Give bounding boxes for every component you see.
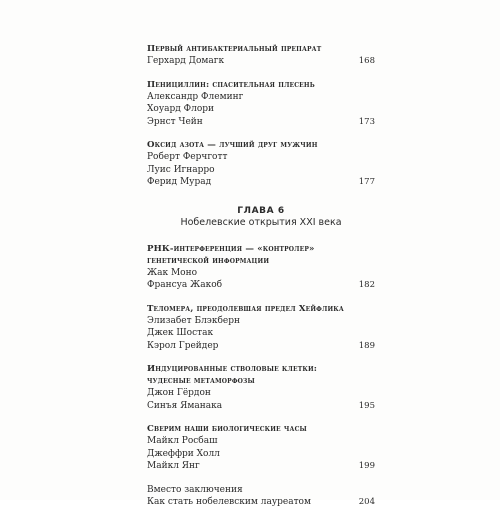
page-number: 195 <box>358 400 375 411</box>
page-number: 168 <box>358 56 375 66</box>
entry-title: генетической информации <box>147 255 270 266</box>
author-line <box>147 116 375 129</box>
author-line <box>147 267 375 280</box>
closing-title: Как стать нобелевским лауреатом <box>147 497 311 507</box>
toc-entry <box>147 423 375 473</box>
author-name: Майкл Росбаш <box>147 436 218 446</box>
chapter-title: Нобелевские открытия XXI века <box>180 216 342 228</box>
entry-title: Индуцированные стволовые клетки: <box>147 364 318 374</box>
author-name: Хоуард Флори <box>147 104 215 114</box>
entry-title: Оксид азота — лучший друг мужчин <box>147 140 318 150</box>
author-line <box>147 103 375 116</box>
page-number: 204 <box>358 497 375 507</box>
author-line <box>147 340 375 353</box>
closing-line <box>147 496 375 509</box>
author-name: Джек Шостак <box>147 328 214 338</box>
toc-entry <box>147 243 375 292</box>
author-line <box>147 315 375 328</box>
author-line <box>147 176 375 189</box>
toc-entry <box>147 139 375 189</box>
entry-title: Первый антибактериальный препарат <box>147 44 322 54</box>
toc-entry-closing <box>147 484 375 509</box>
author-line <box>147 91 375 104</box>
author-line <box>147 400 375 413</box>
entry-title: Сверим наши биологические часы <box>147 424 307 434</box>
author-name: Франсуа Жакоб <box>147 280 223 290</box>
author-name: Эрнст Чейн <box>147 116 203 127</box>
author-name: Луис Игнарро <box>147 164 215 175</box>
author-line <box>147 151 375 164</box>
author-line <box>147 279 375 292</box>
toc-entry <box>147 79 375 129</box>
entry-title: Пенициллин: спасительная плесень <box>147 79 315 90</box>
author-name: Майкл Янг <box>147 461 200 471</box>
author-name: Александр Флеминг <box>147 91 244 102</box>
page-number: 199 <box>358 461 375 471</box>
author-line <box>147 327 375 340</box>
author-name: Кэрол Грейдер <box>147 340 219 351</box>
page-number: 182 <box>358 280 375 290</box>
chapter-heading <box>147 205 375 229</box>
page-number: 177 <box>358 177 375 187</box>
closing-heading: Вместо заключения <box>147 484 243 495</box>
entry-title: РНК-интерференция — «контролер» <box>147 243 315 254</box>
chapter-label: ГЛАВА 6 <box>237 205 285 216</box>
author-line <box>147 435 375 448</box>
closing-line <box>147 484 375 497</box>
page-number: 189 <box>358 340 375 351</box>
table-of-contents <box>147 43 375 520</box>
author-name: Герхард Домагк <box>147 56 225 66</box>
entry-title: чудесные метаморфозы <box>147 376 255 386</box>
author-name: Жак Моно <box>147 267 198 278</box>
author-line <box>147 55 375 68</box>
toc-entry <box>147 303 375 353</box>
author-line <box>147 448 375 461</box>
toc-entry <box>147 363 375 412</box>
page-number: 173 <box>358 116 375 127</box>
author-line <box>147 164 375 177</box>
entry-title: Теломера, преодолевшая предел Хейфлика <box>147 303 344 314</box>
author-name: Синъя Яманака <box>147 400 223 411</box>
author-name: Джеффри Холл <box>147 448 220 459</box>
author-name: Роберт Ферчготт <box>147 152 228 162</box>
author-line <box>147 460 375 473</box>
author-name: Элизабет Блэкберн <box>147 315 240 326</box>
author-line <box>147 387 375 400</box>
author-name: Джон Гёрдон <box>147 388 211 398</box>
author-name: Ферид Мурад <box>147 177 212 187</box>
toc-entry <box>147 43 375 68</box>
